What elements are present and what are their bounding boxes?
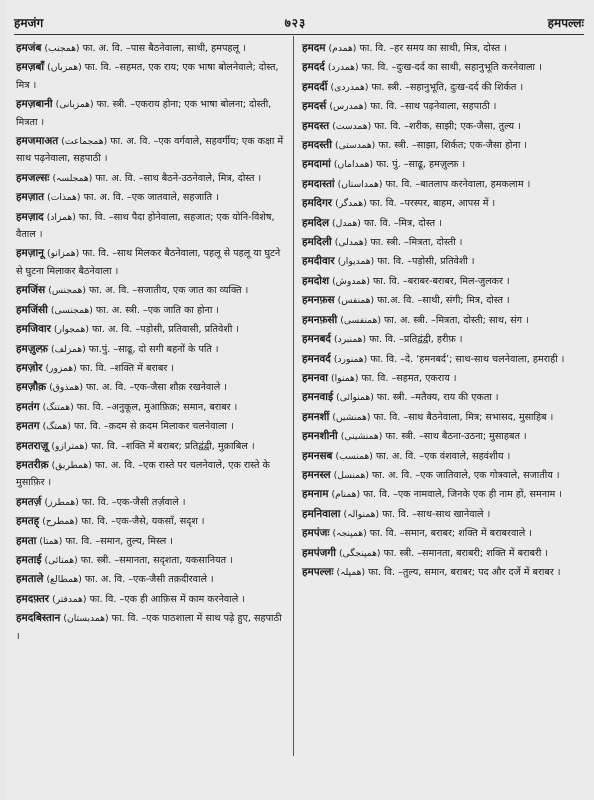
entry-grammar-label: फा. अ. स्त्री. [95, 304, 140, 316]
dictionary-entry [302, 467, 578, 484]
entry-definition: –साथ बैठनेवाला, मित्र; सभासद, मुसाहिब । [403, 411, 554, 423]
left-guide-word: हमजंग [14, 15, 44, 30]
entry-urdu-spelling: (همنسل) [333, 469, 369, 481]
dictionary-entry [302, 506, 578, 523]
entry-urdu-spelling: (همزبانی) [55, 99, 94, 111]
entry-headword: हमपल्लः [302, 565, 334, 578]
entry-grammar-label: फा. वि. [89, 593, 117, 605]
entry-headword: हमज़ात [16, 191, 45, 204]
entry-urdu-spelling: (همپلہ) [336, 566, 366, 578]
entry-grammar-label: फा. अ. वि. [94, 459, 136, 471]
entry-urdu-spelling: (همتنگ) [42, 401, 74, 413]
entry-definition: –शरीक, साझी; एक-जैसा, तुल्य । [404, 120, 521, 132]
dictionary-entry [16, 189, 288, 206]
entry-grammar-label: फा. वि. [73, 421, 101, 433]
entry-grammar-label: फा. वि. [368, 566, 395, 578]
entry-grammar-label: फा. वि. [377, 256, 405, 268]
entry-definition: –साझा, शिर्कत; एक-जैसा होना । [411, 140, 528, 152]
dictionary-entry [16, 360, 288, 377]
entry-urdu-spelling: (همنشیں) [332, 411, 371, 423]
entry-headword: हमता [16, 534, 37, 547]
entry-grammar-label: फा.पुं. [88, 343, 111, 355]
entry-urdu-spelling: (همترازو) [51, 440, 88, 452]
entry-grammar-label: फा. अ. स्त्री. [383, 314, 428, 326]
entry-definition: –तुल्य, समान, बराबर; पद और दर्जे में बराबर । [398, 566, 561, 578]
entry-definition: –साथ पैदा होनेवाला, सहजात; एक योनि-विशेष, वैताल । [16, 211, 275, 241]
entry-definition: –शक्ति में बराबर; प्रतिद्वंद्वी, मुक़ाबिल । [120, 440, 255, 452]
entry-headword: हमदीवार [302, 255, 335, 268]
entry-definition: –सहमत, एक राय; एक भाषा बोलनेवाले; दोस्त, मित्र । [16, 62, 279, 91]
header-rule [14, 34, 584, 35]
dictionary-entry [16, 40, 288, 57]
entry-definition: –समान, तुल्य, मिस्ल । [95, 535, 173, 547]
entry-definition: –दे. ‘हमनबर्द’; साथ-साथ चलनेवाला, हमराही । [400, 353, 565, 365]
dictionary-entry [302, 448, 578, 465]
dictionary-entry [302, 98, 578, 115]
entry-headword: हमदोश [302, 274, 330, 287]
entry-grammar-label: फा. वि. [82, 248, 110, 260]
entry-headword: हमनबर्द [302, 333, 331, 346]
entry-definition: –साथ पढ़नेवाला, सहपाठी । [400, 101, 497, 113]
entry-definition: –हर समय का साथी, मित्र, दोस्त । [389, 43, 507, 54]
entry-urdu-spelling: (همپنجگی) [338, 547, 381, 559]
entry-grammar-label: फा. स्त्री. [378, 140, 409, 152]
entry-headword: हमदास्तां [302, 177, 335, 190]
dictionary-entry [16, 133, 288, 168]
dictionary-entry [16, 209, 288, 244]
dictionary-entry [16, 379, 288, 396]
entry-urdu-spelling: (همجوار) [53, 324, 89, 336]
entry-headword: हमज़ौक़ [16, 381, 47, 394]
entry-urdu-spelling: (همزانو) [46, 248, 80, 260]
dictionary-entry [302, 137, 578, 154]
entry-definition: –साथ मिलकर बैठनेवाला, पहलू से पहलू या घुटने से घुटना मिलाकर बैठनेवाला । [16, 248, 281, 277]
dictionary-entry [302, 156, 578, 173]
entry-definition: –पास बैठनेवाला, साथी, हमपहलू । [125, 43, 246, 54]
entry-urdu-spelling: (همداماں) [333, 159, 374, 171]
dictionary-entry [16, 341, 288, 358]
entry-definition: –एक पाठशाला में साथ पढ़े हुए, सहपाठी । [16, 613, 282, 642]
entry-headword: हमदफ़्तर [16, 592, 50, 605]
dictionary-entry [16, 591, 288, 608]
dictionary-entry [302, 118, 578, 135]
entry-grammar-label: फा. वि. [363, 217, 391, 229]
dictionary-entry [16, 610, 288, 645]
entry-urdu-spelling: (همدلی) [334, 237, 368, 249]
entry-headword: हमजिंसी [16, 303, 48, 316]
entry-headword: हमतग [16, 420, 40, 433]
entry-urdu-spelling: (همذوق) [49, 382, 83, 394]
entry-definition: –साढू, दो सगी बहनों के पति । [113, 343, 219, 355]
dictionary-entry [302, 292, 578, 309]
entry-definition: –साथी, संगी; मित्र, दोस्त । [417, 295, 510, 307]
dictionary-entry [302, 545, 578, 562]
entry-urdu-spelling: (همنفسی) [340, 314, 381, 326]
entry-definition: –एक-जैसी तक़दीरवाले । [128, 574, 214, 586]
entry-definition: –एकराय होना; एक भाषा बोलना; दोस्ती, मित्रता । [16, 99, 272, 128]
entry-headword: हमज़बाँ [16, 61, 45, 74]
entry-definition: –साथ बैठने-उठनेवाले, मित्र, दोस्त । [138, 172, 262, 184]
entry-definition: –एक रास्ते पर चलनेवाले, एक रास्ते के मुसाफ़िर । [16, 459, 270, 489]
entry-definition: –समानता, बराबरी; शक्ति में बराबरी । [417, 547, 549, 559]
dictionary-entry [302, 525, 578, 542]
entry-definition: –एक जातिवाले, एक गोत्रवाले, सजातीय । [415, 469, 560, 481]
page-number: ७२३ [284, 15, 307, 30]
entry-urdu-spelling: (همجماعت) [61, 136, 108, 148]
entry-grammar-label: फा. स्त्री. [96, 99, 128, 111]
entry-urdu-spelling: (همدوش) [332, 275, 370, 287]
entry-definition: –बराबर-बराबर, मिल-जुलकर । [402, 275, 510, 287]
entry-definition: –मित्रता, दोस्ती । [404, 237, 463, 249]
entry-headword: हमज़बानी [16, 98, 53, 111]
entry-headword: हमनस्ल [302, 468, 331, 481]
entry-headword: हमपंजगी [302, 546, 336, 559]
entry-headword: हमतराज़ू [16, 439, 49, 452]
entry-urdu-spelling: (همدگر) [335, 198, 367, 210]
entry-headword: हमदिगर [302, 197, 333, 210]
entry-urdu-spelling: (همزباں) [47, 62, 82, 74]
entry-grammar-label: फा. स्त्री. [376, 392, 408, 404]
entry-definition: –एक-जैसे, यकसाँ, सदृश । [111, 516, 205, 528]
entry-urdu-spelling: (همطرح) [42, 516, 79, 528]
entry-urdu-spelling: (همجلسہ) [52, 172, 93, 184]
entry-definition: –साढू, हमज़ुल्फ़ । [403, 159, 466, 171]
dictionary-entry [302, 195, 578, 212]
dictionary-entry [302, 215, 578, 232]
dictionary-entry [302, 564, 578, 581]
right-guide-word: हमपल्लः [547, 15, 584, 30]
entry-urdu-spelling: (همنشینی) [340, 431, 383, 443]
dictionary-page [6, 0, 594, 800]
entry-urdu-spelling: (همنام) [331, 489, 361, 501]
entry-grammar-label: फा. वि. [385, 178, 413, 190]
entry-urdu-spelling: (همنوائی) [336, 392, 374, 404]
left-column [16, 40, 288, 647]
entry-definition: –अनुकूल, मुआफ़िक़; समान, बराबर । [106, 401, 238, 413]
entry-definition: –समानता, सदृशता, यकसानियत । [114, 554, 233, 566]
entry-headword: हमनवर्द [302, 352, 331, 365]
dictionary-entry [302, 273, 578, 290]
entry-definition: –बातलाप करनेवाला, हमकलाम । [415, 178, 531, 190]
entry-grammar-label: फा. वि. [359, 43, 387, 54]
entry-urdu-spelling: (همدیوار) [337, 256, 375, 268]
entry-urdu-spelling: (همجنسی) [50, 304, 93, 316]
dictionary-entry [16, 552, 288, 569]
entry-headword: हमदर्दी [302, 80, 328, 93]
dictionary-entry [16, 399, 288, 416]
entry-grammar-label: फा. वि. [111, 613, 139, 625]
entry-grammar-label: फा. स्त्री. [370, 237, 401, 249]
entry-grammar-label: फा. वि. [81, 496, 109, 508]
dictionary-entry [302, 253, 578, 270]
entry-headword: हमनशीनी [302, 430, 338, 443]
entry-urdu-spelling: (همطریق) [51, 459, 92, 471]
dictionary-entry [302, 234, 578, 251]
entry-headword: हमतर्ज़ [16, 495, 42, 508]
dictionary-entry [302, 486, 578, 503]
dictionary-entry [16, 282, 288, 299]
entry-urdu-spelling: (همنوا) [331, 372, 359, 384]
entry-grammar-label: फा. अ. वि. [375, 450, 417, 462]
entry-urdu-spelling: (همنوالہ) [343, 508, 380, 520]
entry-definition: –पड़ोसी, प्रतिवेशी । [407, 256, 475, 268]
entry-headword: हमजमाअत [16, 135, 59, 148]
entry-headword: हमपंजः [302, 527, 330, 540]
dictionary-entry [16, 494, 288, 511]
entry-urdu-spelling: (همدفتر) [52, 593, 87, 605]
entry-headword: हमजिवार [16, 323, 51, 336]
dictionary-entry [302, 312, 578, 329]
entry-definition: –समान, बराबर; शक्ति में बराबरवाले । [399, 528, 532, 540]
entry-urdu-spelling: (همتائی) [44, 554, 78, 566]
entry-definition: –एक-जैसा शौक़ रखनेवाले । [129, 382, 227, 394]
entry-grammar-label: फा. स्त्री. [385, 431, 416, 443]
entry-grammar-label: फा. स्त्री. [80, 554, 112, 566]
entry-headword: हमताले [16, 573, 44, 586]
dictionary-entry [16, 59, 288, 94]
entry-urdu-spelling: (همزلف) [50, 343, 86, 355]
entry-urdu-spelling: (همپنجہ) [332, 528, 367, 540]
entry-headword: हमनिवाला [302, 507, 341, 520]
entry-headword: हमज़ानू [16, 247, 44, 260]
entry-grammar-label: फा. वि. [361, 372, 389, 384]
entry-urdu-spelling: (همزاد) [46, 211, 76, 223]
right-column [302, 40, 578, 583]
dictionary-entry [302, 79, 578, 96]
entry-headword: हमताई [16, 553, 42, 566]
entry-urdu-spelling: (همتا) [39, 535, 63, 547]
dictionary-entry [16, 170, 288, 187]
entry-definition: –दुःख-दर्द का साथी, सहानुभूति करनेवाला । [391, 62, 542, 74]
entry-headword: हमज़ुल्फ़ [16, 342, 48, 355]
page-header [14, 12, 584, 32]
entry-urdu-spelling: (همتگ) [42, 421, 71, 433]
entry-definition: –पड़ोसी, प्रतिवासी, प्रतिवेशी । [135, 324, 240, 336]
dictionary-entry [302, 40, 578, 57]
entry-grammar-label: फा. वि. [84, 62, 112, 74]
entry-urdu-spelling: (همدردی) [330, 81, 369, 93]
entry-urdu-spelling: (همدست) [332, 120, 372, 132]
entry-urdu-spelling: (همجنس) [48, 285, 86, 297]
entry-headword: हमदस्त [302, 119, 330, 132]
entry-urdu-spelling: (همدل) [332, 217, 361, 229]
entry-definition: –एक नामवाले, जिनके एक ही नाम हों, समनाम । [393, 489, 562, 501]
entry-urdu-spelling: (همنفس) [337, 295, 375, 307]
entry-headword: हमदामां [302, 158, 331, 171]
dictionary-entry [16, 96, 288, 131]
entry-headword: हमदर्स [302, 100, 327, 113]
entry-headword: हमनशीं [302, 410, 330, 423]
entry-definition: –सहमत, एकराय । [391, 372, 457, 384]
entry-definition: –साथ-साथ खानेवाले । [412, 508, 491, 520]
entry-definition: –परस्पर, बाहम, आपस में । [399, 198, 496, 210]
dictionary-entry [16, 302, 288, 319]
entry-urdu-spelling: (همدرد) [327, 62, 359, 74]
entry-grammar-label: फा. वि. [363, 489, 390, 501]
entry-headword: हमनाम [302, 488, 329, 501]
entry-grammar-label: फा. पुं. [376, 159, 401, 171]
entry-definition: –क़दम से क़दम मिलाकर चलनेवाला । [103, 421, 234, 433]
dictionary-entry [302, 176, 578, 193]
entry-urdu-spelling: (همدرس) [329, 101, 368, 113]
entry-urdu-spelling: (همجنب) [44, 43, 80, 54]
entry-grammar-label: फा. वि. [361, 62, 389, 74]
entry-urdu-spelling: (همنبرد) [334, 334, 367, 346]
entry-headword: हमज़ोर [16, 361, 43, 374]
dictionary-entry [302, 409, 578, 426]
entry-grammar-label: फा. अ. वि. [89, 285, 130, 297]
entry-grammar-label: फा. वि. [79, 362, 107, 374]
dictionary-entry [16, 321, 288, 338]
entry-grammar-label: फा. वि. [91, 440, 118, 452]
entry-headword: हमनफ़स [302, 294, 335, 307]
entry-definition: –शक्ति में बराबर । [109, 362, 174, 374]
entry-grammar-label: फा. वि. [369, 198, 397, 210]
entry-headword: हमजंब [16, 42, 42, 54]
entry-definition: –साथ बैठना-उठना; मुसाहबत । [418, 431, 527, 443]
entry-grammar-label: फा. स्त्री. [383, 547, 415, 559]
entry-headword: हमज़ाद [16, 210, 44, 223]
entry-headword: हमदिल [302, 216, 329, 229]
entry-grammar-label: फा. स्त्री. [371, 81, 403, 93]
dictionary-entry [16, 418, 288, 435]
column-divider [293, 36, 294, 756]
dictionary-entry [16, 438, 288, 455]
entry-urdu-spelling: (همنسب) [335, 450, 373, 462]
entry-grammar-label: फा. वि. [372, 275, 400, 287]
entry-urdu-spelling: (همدم) [328, 43, 357, 54]
entry-definition: –एक-जैसी तर्ज़वाले । [111, 496, 186, 508]
entry-grammar-label: फा. वि. [81, 516, 109, 528]
entry-definition: –सजातीय, एक जात का व्यक्ति । [132, 285, 249, 297]
dictionary-entry [16, 533, 288, 550]
entry-headword: हमजल्सः [16, 171, 50, 184]
entry-grammar-label: फा. अ. वि. [372, 469, 413, 481]
entry-grammar-label: फा. अ. वि. [83, 192, 124, 204]
dictionary-entry [302, 389, 578, 406]
entry-grammar-label: फा.अ. वि. [377, 295, 415, 307]
entry-definition: –प्रतिद्वंद्वी, हरीफ़ । [399, 334, 463, 346]
dictionary-entry [302, 351, 578, 368]
entry-urdu-spelling: (همدستی) [334, 140, 376, 152]
entry-grammar-label: फा. वि. [382, 508, 409, 520]
entry-headword: हमनसब [302, 449, 333, 462]
entry-definition: –सहानुभूति, दुःख-दर्द की शिर्कत । [405, 81, 524, 93]
entry-urdu-spelling: (همطالع) [46, 574, 82, 586]
entry-definition: –मतैक्य, राय की एकता । [410, 392, 499, 404]
entry-headword: हमदर्द [302, 61, 325, 74]
entry-definition: –मित्र, दोस्त । [393, 217, 442, 229]
entry-grammar-label: फा. वि. [370, 101, 398, 113]
entry-grammar-label: फा. वि. [369, 334, 396, 346]
entry-headword: हमतह् [16, 515, 40, 528]
entry-grammar-label: फा. अ. वि. [95, 172, 136, 184]
entry-grammar-label: फा. अ. वि. [84, 574, 126, 586]
entry-grammar-label: फा. अ. वि. [82, 43, 123, 54]
entry-urdu-spelling: (همدبستان) [63, 613, 109, 625]
dictionary-entry [302, 428, 578, 445]
entry-headword: हमदम [302, 42, 326, 54]
entry-grammar-label: फा. वि. [65, 535, 93, 547]
entry-grammar-label: फा. वि. [373, 411, 401, 423]
entry-headword: हमदबिस्तान [16, 612, 61, 625]
entry-grammar-label: फा. अ. वि. [85, 382, 127, 394]
entry-grammar-label: फा. वि. [370, 353, 398, 365]
entry-definition: –एक वर्गवाले, सहवर्गीय; एक कक्षा में साथ पढ़नेवाला, सहपाठी । [16, 136, 284, 165]
entry-urdu-spelling: (همداستاں) [337, 178, 383, 190]
entry-grammar-label: फा. अ. वि. [110, 136, 151, 148]
entry-urdu-spelling: (همزور) [45, 362, 77, 374]
entry-grammar-label: फा. वि. [369, 528, 397, 540]
entry-definition: –एक जातवाले, सहजाति । [126, 192, 219, 204]
dictionary-entry [302, 370, 578, 387]
entry-headword: हमनवा [302, 371, 328, 384]
entry-urdu-spelling: (همذات) [47, 192, 81, 204]
entry-definition: –एक ही आफ़िस में काम करनेवाले । [119, 593, 245, 605]
entry-headword: हमदस्ती [302, 139, 332, 152]
dictionary-entry [16, 571, 288, 588]
entry-headword: हमनवाई [302, 391, 334, 404]
entry-urdu-spelling: (همنورد) [333, 353, 368, 365]
entry-headword: हमदिली [302, 236, 332, 249]
dictionary-entry [16, 513, 288, 530]
entry-grammar-label: फा. वि. [374, 120, 402, 132]
entry-definition: –एक वंशवाले, सहवंशीय । [419, 450, 511, 462]
entry-urdu-spelling: (همطرز) [44, 496, 79, 508]
entry-definition: –एक जाति का होना । [142, 304, 220, 316]
entry-headword: हमजिंस [16, 284, 46, 297]
dictionary-entry [302, 331, 578, 348]
entry-definition: –मित्रता, दोस्ती; साथ, संग । [431, 314, 529, 326]
entry-headword: हमतंग [16, 400, 40, 413]
entry-headword: हमतरीक़ [16, 458, 49, 471]
dictionary-entry [16, 245, 288, 280]
dictionary-entry [302, 59, 578, 76]
entry-grammar-label: फा. वि. [76, 401, 104, 413]
dictionary-entry [16, 457, 288, 492]
entry-headword: हमनफ़सी [302, 313, 338, 326]
entry-grammar-label: फा. अ. वि. [92, 324, 133, 336]
entry-grammar-label: फा. वि. [78, 211, 106, 223]
